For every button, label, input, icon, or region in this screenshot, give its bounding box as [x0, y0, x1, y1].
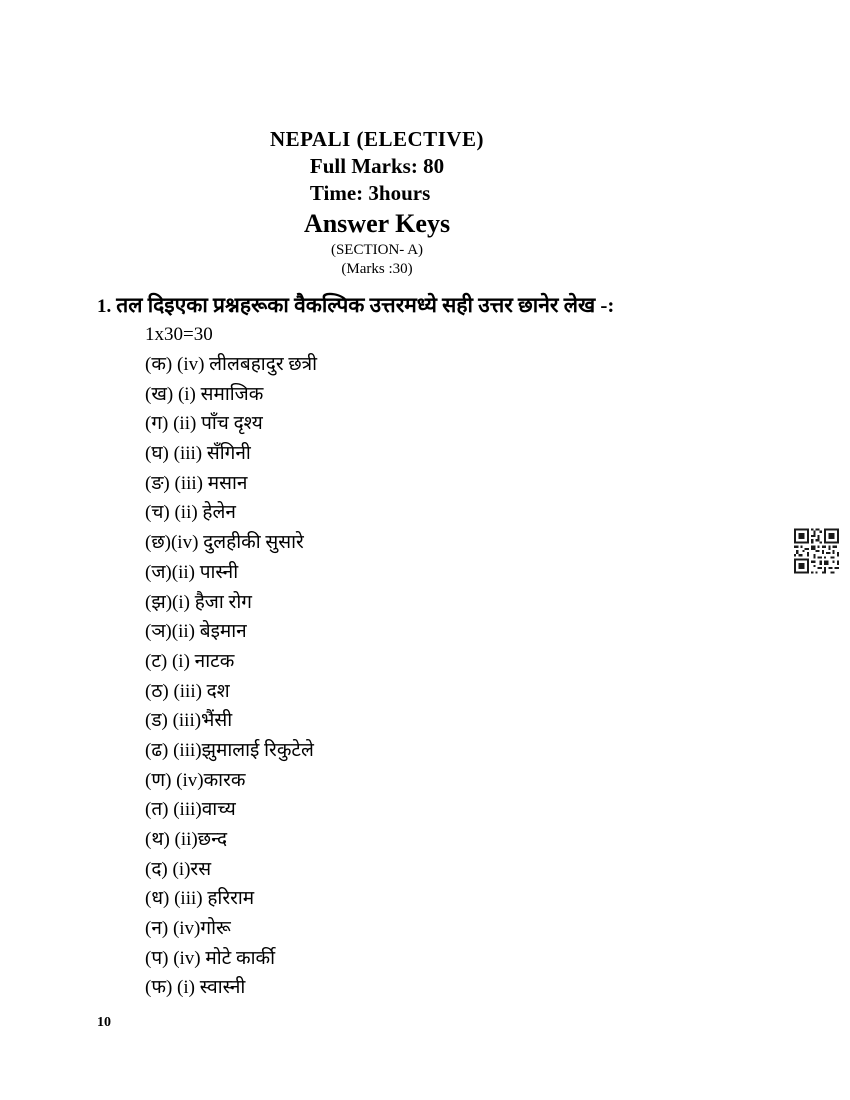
answer-item: (क) (iv) लीलबहादुर छत्री [145, 354, 318, 375]
answer-item: (ज)(ii) पास्नी [145, 561, 239, 583]
answer-item: (ध) (iii) हरिराम [145, 888, 255, 910]
answer-item: (द) (i)रस [145, 858, 212, 880]
marking-scheme: 1x30=30 [145, 324, 213, 345]
answer-item: (ट) (i) नाटक [145, 650, 235, 672]
answer-item: (घ) (iii) सँगिनी [145, 443, 251, 465]
answer-item: (च) (ii) हेलेन [145, 502, 236, 524]
answer-item: (ड) (iii)भैंसी [145, 710, 233, 732]
answer-item: (ञ)(ii) बेइमान [145, 621, 247, 643]
time-allowed: Time: 3hours [309, 181, 431, 205]
answer-item: (ठ) (iii) दश [145, 680, 230, 702]
answer-item: (ङ) (iii) मसान [145, 472, 248, 494]
answer-item: (न) (iv)गोरू [145, 918, 231, 940]
answer-item: (ग) (ii) पाँच दृश्य [145, 413, 263, 435]
full-marks: Full Marks: 80 [309, 154, 445, 178]
answer-item: (प) (iv) मोटे कार्की [145, 947, 276, 969]
answer-item: (त) (iii)वाच्य [145, 799, 236, 821]
question-text: तल दिइएका प्रश्नहरूका वैकल्पिक उत्तरमध्ये सही उत्तर छानेर लेख -: [116, 293, 615, 317]
exam-title: NEPALI (ELECTIVE) [269, 127, 485, 151]
answer-item: (छ)(iv) दुलहीकी सुसारे [145, 532, 304, 554]
qr-code-icon [794, 527, 839, 575]
marks-time-block [310, 153, 444, 207]
answer-item: (ण) (iv)कारक [145, 769, 246, 791]
answer-item: (ख) (i) समाजिक [145, 383, 264, 405]
question-number: 1. [97, 296, 112, 317]
question-1 [97, 292, 717, 320]
page-number: 10 [97, 1015, 111, 1030]
answer-item: (फ) (i) स्वास्नी [145, 977, 246, 999]
answer-item: (झ)(i) हैजा रोग [145, 591, 252, 613]
exam-header [0, 126, 754, 279]
answer-list [145, 350, 717, 1003]
answer-keys-heading: Answer Keys [303, 209, 451, 238]
section-label: (SECTION- A) [330, 242, 424, 258]
section-marks: (Marks :30) [341, 261, 413, 277]
answer-item: (थ) (ii)छन्द [145, 829, 228, 850]
answer-item: (ढ) (iii)झुमालाई रिकुटेले [145, 739, 314, 761]
question-block [97, 292, 717, 1003]
